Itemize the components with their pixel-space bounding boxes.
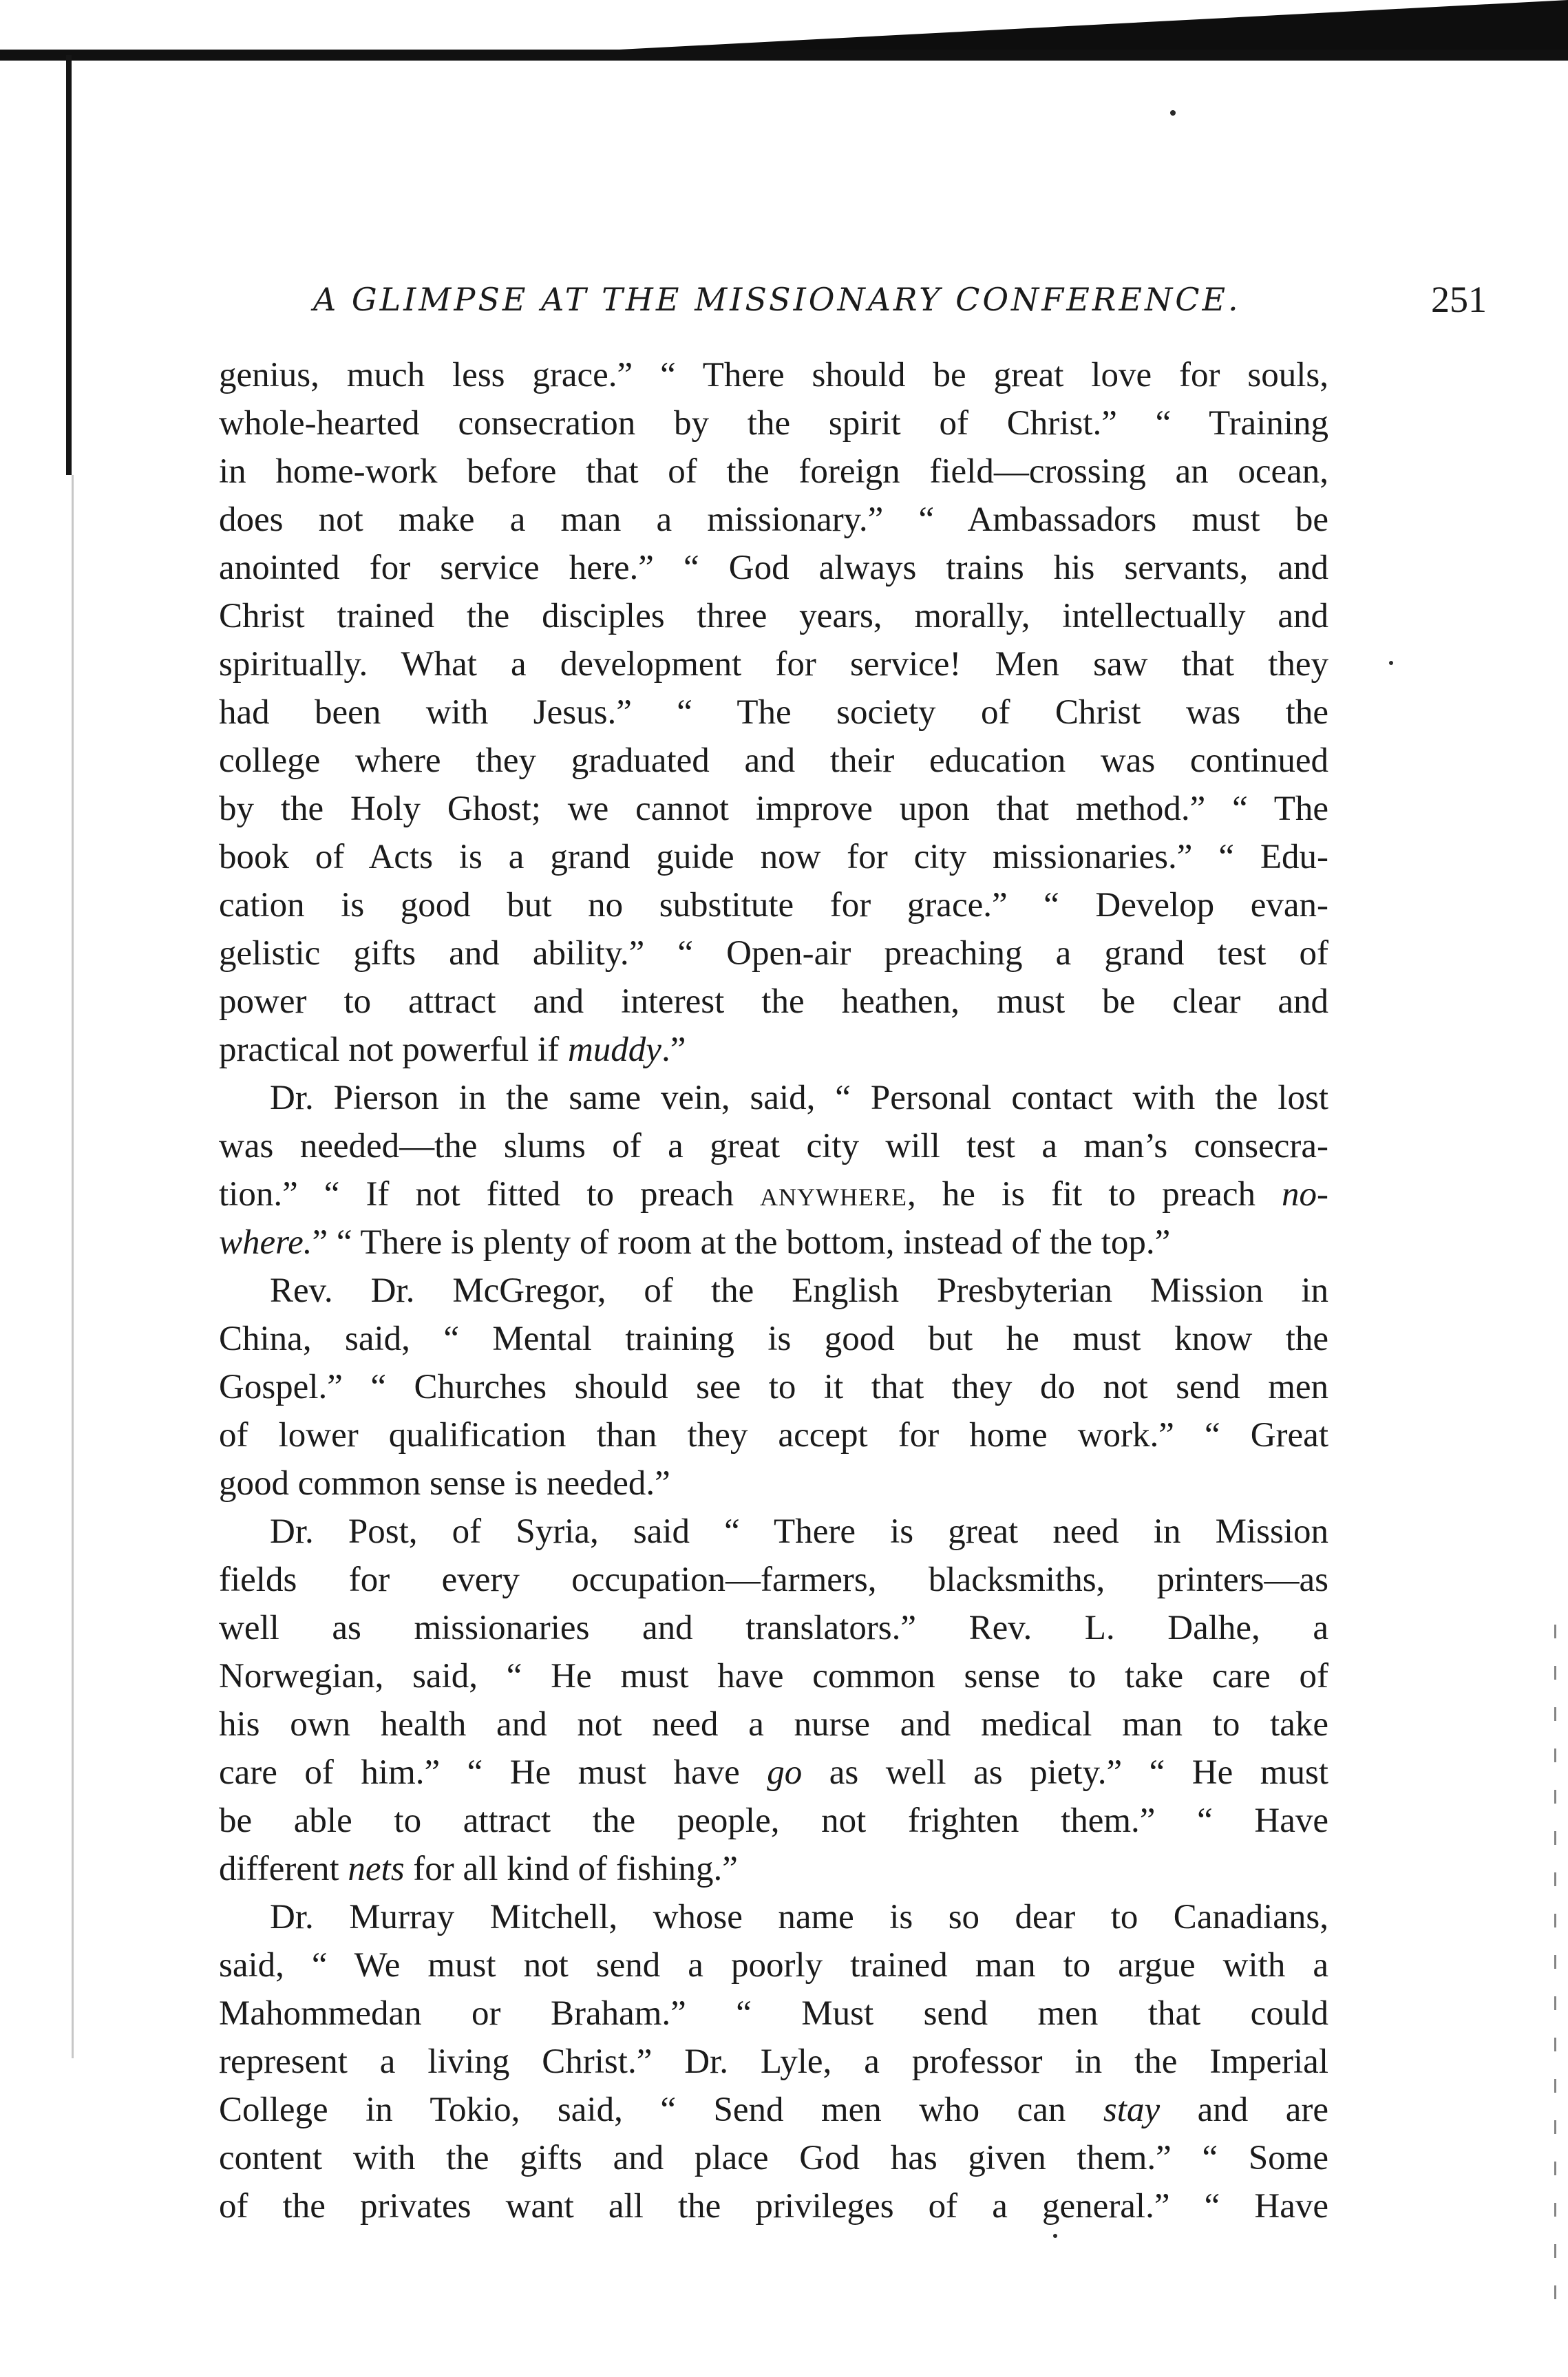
text-line: College in Tokio, said, “ Send men who can stay and are: [219, 2091, 1328, 2129]
text-line: care of him.” “ He must have go as well as piety.” “ He must: [219, 1753, 1328, 1792]
text-line: Gospel.” “ Churches should see to it that they do not send men: [219, 1368, 1328, 1406]
text-line: be able to attract the people, not frighten them.” “ Have: [219, 1802, 1328, 1840]
text-line: anointed for service here.” “ God always trains his servants, and: [219, 549, 1328, 587]
text-line: fields for every occupation—farmers, blacksmiths, printers—as: [219, 1561, 1328, 1599]
text-line: cation is good but no substitute for grace.” “ Develop evan-: [219, 886, 1328, 925]
page-number: 251: [1431, 279, 1487, 320]
scan-speck: [1170, 110, 1176, 116]
left-gutter-shadow: [72, 475, 74, 2058]
text-line: Dr. Post, of Syria, said “ There is great need in Mission: [270, 1512, 1328, 1551]
body-text: [219, 351, 1328, 2230]
text-line: different nets for all kind of fishing.”: [219, 1850, 738, 1888]
text-line: Rev. Dr. McGregor, of the English Presbyterian Mission in: [270, 1271, 1328, 1310]
text-line: represent a living Christ.” Dr. Lyle, a professor in the Imperial: [219, 2042, 1328, 2081]
text-line: China, said, “ Mental training is good but he must know the: [219, 1320, 1328, 1358]
right-scan-marks: [1554, 1625, 1556, 2313]
text-line: of lower qualification than they accept for home work.” “ Great: [219, 1416, 1328, 1455]
text-line: tion.” “ If not fitted to preach anywhere, he is fit to preach no-: [219, 1175, 1328, 1214]
text-line: of the privates want all the privileges of a general.” “ Have: [219, 2187, 1328, 2226]
text-line: well as missionaries and translators.” Rev. L. Dalhe, a: [219, 1609, 1328, 1647]
text-line: Mahommedan or Braham.” “ Must send men that could: [219, 1994, 1328, 2033]
text-line: book of Acts is a grand guide now for city missionaries.” “ Edu-: [219, 838, 1328, 876]
text-line: good common sense is needed.”: [219, 1464, 670, 1503]
text-line: Christ trained the disciples three years, morally, intellectually and: [219, 597, 1328, 635]
text-line: genius, much less grace.” “ There should be great love for souls,: [219, 356, 1328, 394]
text-line: had been with Jesus.” “ The society of Christ was the: [219, 693, 1328, 732]
text-line: by the Holy Ghost; we cannot improve upon that method.” “ The: [219, 790, 1328, 828]
text-line: Norwegian, said, “ He must have common sense to take care of: [219, 1657, 1328, 1695]
text-line: college where they graduated and their education was continued: [219, 741, 1328, 780]
text-line: was needed—the slums of a great city will test a man’s consecra-: [219, 1127, 1328, 1165]
text-line: gelistic gifts and ability.” “ Open-air preaching a grand test of: [219, 934, 1328, 973]
text-line: content with the gifts and place God has given them.” “ Some: [219, 2139, 1328, 2177]
text-line: power to attract and interest the heathen, must be clear and: [219, 982, 1328, 1021]
text-line: spiritually. What a development for service! Men saw that they: [219, 645, 1328, 684]
page-top-border: [0, 0, 1568, 65]
text-line: Dr. Pierson in the same vein, said, “ Personal contact with the lost: [270, 1079, 1328, 1117]
scan-dark-edge: [619, 0, 1568, 55]
running-head: A GLIMPSE AT THE MISSIONARY CONFERENCE.: [313, 281, 1241, 318]
text-line: Dr. Murray Mitchell, whose name is so dear to Canadians,: [270, 1898, 1328, 1936]
text-line: said, “ We must not send a poorly trained man to argue with a: [219, 1946, 1328, 1985]
text-line: whole-hearted consecration by the spirit of Christ.” “ Training: [219, 404, 1328, 443]
text-line: practical not powerful if muddy.”: [219, 1031, 686, 1069]
text-line: his own health and not need a nurse and medical man to take: [219, 1705, 1328, 1744]
text-line: in home-work before that of the foreign field—crossing an ocean,: [219, 452, 1328, 491]
scan-speck: [1053, 2234, 1057, 2238]
text-line: where.” “ There is plenty of room at the bottom, instead of the top.”: [219, 1223, 1171, 1262]
left-scan-edge: [66, 55, 72, 475]
top-rule: [0, 50, 1568, 61]
text-line: does not make a man a missionary.” “ Ambassadors must be: [219, 500, 1328, 539]
scan-speck: [1389, 661, 1393, 665]
